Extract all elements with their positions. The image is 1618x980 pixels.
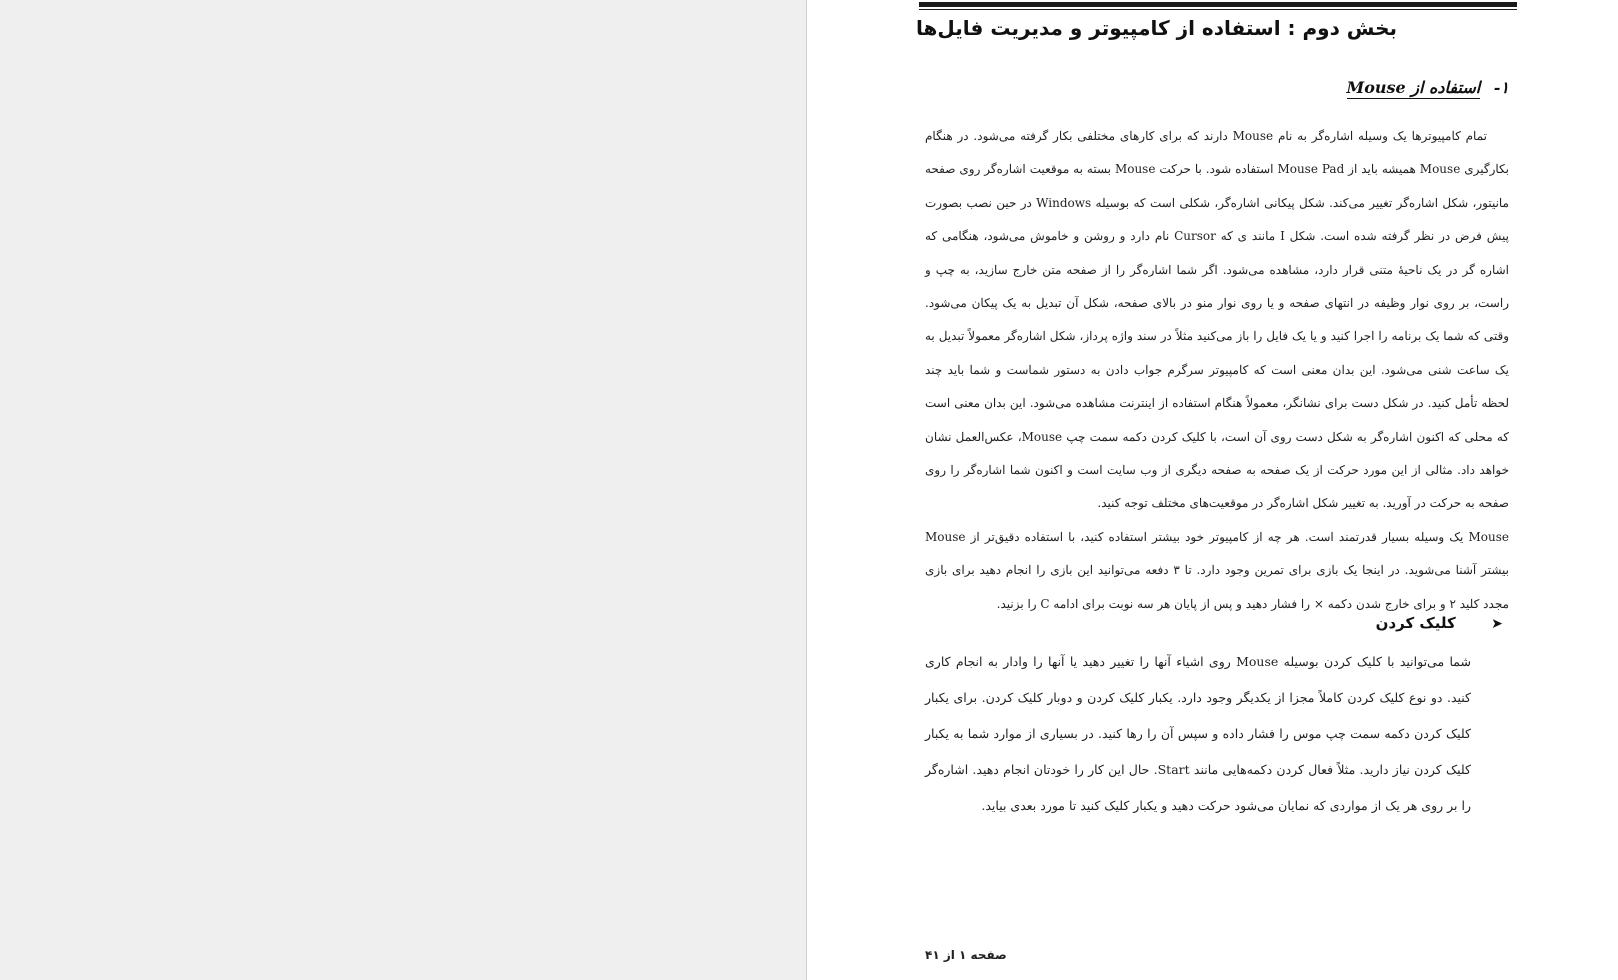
subsection-heading bbox=[1207, 614, 1509, 632]
header-rule-thick bbox=[919, 2, 1517, 7]
viewer-background-pane bbox=[0, 0, 806, 980]
subsection-title: کلیک کردن bbox=[1375, 614, 1456, 632]
document-page bbox=[806, 0, 1618, 980]
header-rule-thin bbox=[919, 9, 1517, 10]
page-title: بخش دوم : استفاده از کامپیوتر و مدیریت فایل‌ها bbox=[916, 16, 1397, 40]
paragraph: شما می‌توانید با کلیک کردن بوسیله Mouse روی اشیاء آنها را تغییر دهید یا آنها را وادار به انجام کاری کنید. دو نوع کلیک کردن کاملاً مجزا از یکدیگر وجود دارد. یکبار کلیک کردن و دوبار کلیک کردن. برای یکبار کلیک کردن دکمه سمت چپ موس را فشار داده و سپس آن را رها کنید. در بسیاری از موارد شما به یکبار کلیک کردن نیاز دارید. مثلاً فعال کردن دکمه‌هایی مانند Start. حال این کار را خودتان انجام دهید. اشاره‌گر را بر روی هر یک از مواردی که نمایان می‌شود حرکت دهید و یکبار کلیک کنید تا مورد بعدی بیاید. bbox=[925, 654, 1472, 813]
page-number: صفحه ۱ از ۴۱ bbox=[925, 948, 1007, 962]
subsection-body bbox=[925, 644, 1471, 824]
section-number: ۱- bbox=[1493, 78, 1509, 97]
section-heading bbox=[1207, 78, 1509, 97]
paragraph: تمام کامپیوترها یک وسیله اشاره‌گر به نام Mouse دارند که برای کارهای مختلفی بکار گرفته می‌شود. در هنگام بکارگیری Mouse همیشه باید از Mouse Pad استفاده شود. با حرکت Mouse بسته به موقعیت اشاره‌گر روی صفحه مانیتور، شکل اشاره‌گر تغییر می‌کند. شکل پیکانی اشاره‌گر، شکلی است که بوسیله Windows در حین نصب بصورت پیش فرض در نظر گرفته شده است. شکل I مانند ی که Cursor نام دارد و روشن و خاموش می‌شود، هنگامی که اشاره گر در یک ناحیهٔ متنی قرار دارد، مشاهده می‌شود. اگر شما اشاره‌گر را از صفحه متن خارج سازید، به چپ و راست، بر روی نوار وظیفه در انتهای صفحه و یا روی نوار منو در بالای صفحه، شکل آن تبدیل به یک پیکان می‌شود. وقتی که شما یک برنامه را اجرا کنید و یا یک فایل را باز می‌کنید مثلاً در سند واژه پرداز، شکل اشاره‌گر معمولاً تبدیل به یک ساعت شنی می‌شود. این بدان معنی است که کامپیوتر سرگرم جواب دادن به دستور شماست و شما باید چند لحظه تأمل کنید. در شکل دست برای نشانگر، معمولاً هنگام استفاده از اینترنت مشاهده می‌شود. این بدان معنی است که محلی که اکنون اشاره‌گر به شکل دست روی آن است، با کلیک کردن دکمه سمت چپ Mouse، عکس‌العمل نشان خواهد داد. مثالی از این مورد حرکت از یک صفحه به صفحه دیگری از وب سایت است و اکنون شما اشاره‌گر را روی صفحه به حرکت در آورید. به تغییر شکل اشاره‌گر در موقعیت‌های مختلف توجه کنید. bbox=[925, 129, 1510, 511]
section-title: استفاده از Mouse bbox=[1346, 78, 1481, 97]
body-text bbox=[925, 120, 1509, 621]
paragraph: Mouse یک وسیله بسیار قدرتمند است. هر چه از کامپیوتر خود بیشتر استفاده کنید، با استفاده دقیق‌تر از Mouse بیشتر آشنا می‌شوید. در اینجا یک بازی برای تمرین وجود دارد. تا ۳ دفعه می‌توانید این بازی را انجام دهید برای بازی مجدد کلید ۲ و برای خارج شدن دکمه × را فشار دهید و پس از پایان هر سه نوبت برای ادامه C را بزنید. bbox=[925, 529, 1509, 611]
bullet-arrow-icon: ➤ bbox=[1491, 616, 1503, 632]
